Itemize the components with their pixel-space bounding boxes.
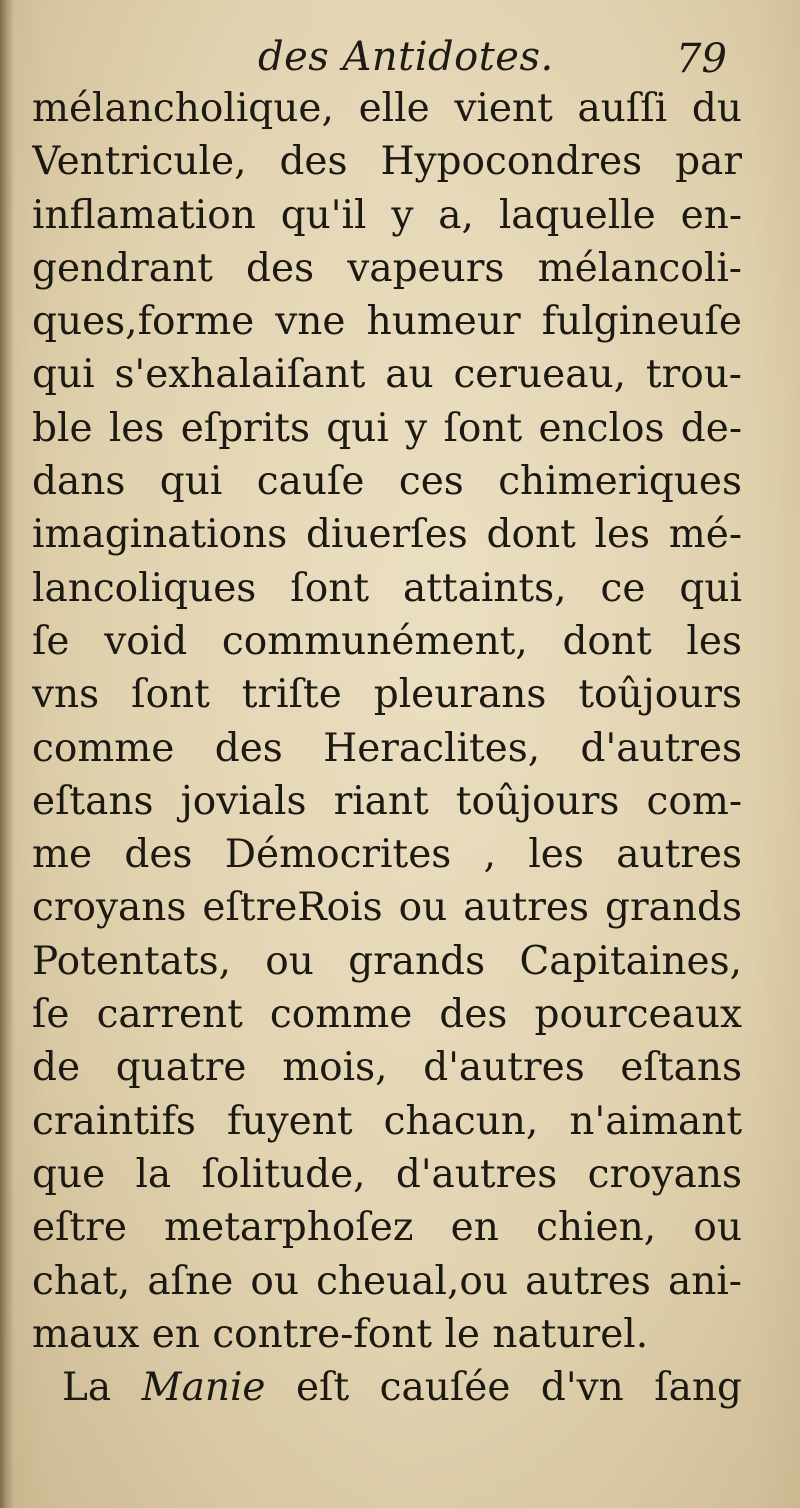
page-number: 79 xyxy=(676,36,727,82)
text-line: comme des Heraclites, d'autres xyxy=(32,725,742,771)
text-line: vns ſont triſte pleurans toûjours xyxy=(32,672,742,718)
text-line: mélancholique, elle vient auſſi du xyxy=(32,86,742,131)
text-line: ques,forme vne humeur fulgineuſe xyxy=(32,299,742,345)
text-line: imaginations diuerſes dont les mé- xyxy=(32,512,742,558)
text-line: gendrant des vapeurs mélancoli- xyxy=(32,245,742,291)
text-line: inflamation qu'il y a, laquelle en- xyxy=(32,192,742,238)
line-end-text: eſt cauſée d'vn ſang xyxy=(265,1365,742,1411)
text-line: croyans eſtreRois ou autres grands xyxy=(32,885,742,931)
text-line: eſtans jovials riant toûjours com- xyxy=(32,778,742,824)
text-line: ſe carrent comme des pourceaux xyxy=(32,992,742,1038)
text-line: me des Démocrites , les autres xyxy=(32,832,742,878)
text-line: ſe void communément, dont les xyxy=(32,618,742,664)
text-line: de quatre mois, d'autres eſtans xyxy=(32,1045,742,1091)
text-line: maux en contre-font le naturel. xyxy=(32,1311,649,1357)
text-line: dans qui cauſe ces chimeriques xyxy=(32,459,742,505)
text-line: Ventricule, des Hypocondres par xyxy=(32,139,742,185)
line-start-text: La xyxy=(62,1365,142,1411)
text-line: eſtre metarphoſez en chien, ou xyxy=(32,1205,742,1251)
text-line: Potentats, ou grands Capitaines, xyxy=(32,938,742,984)
text-line: lancoliques ſont attaints, ce qui xyxy=(32,565,742,611)
body-text xyxy=(32,82,742,1414)
text-line: chat, aſne ou cheual,ou autres ani- xyxy=(32,1258,742,1304)
text-line: que la ſolitude, d'autres croyans xyxy=(32,1151,742,1197)
text-line: ble les eſprits qui y ſont enclos de- xyxy=(32,405,742,451)
text-line: qui s'exhalaiſant au cerueau, trou- xyxy=(32,352,742,398)
text-line: craintifs fuyent chacun, n'aimant xyxy=(32,1098,742,1144)
page-gutter-shadow xyxy=(0,0,14,1508)
running-title: des Antidotes. xyxy=(258,34,554,80)
paragraph-start-line xyxy=(32,1361,742,1414)
italic-term: Manie xyxy=(141,1365,266,1411)
